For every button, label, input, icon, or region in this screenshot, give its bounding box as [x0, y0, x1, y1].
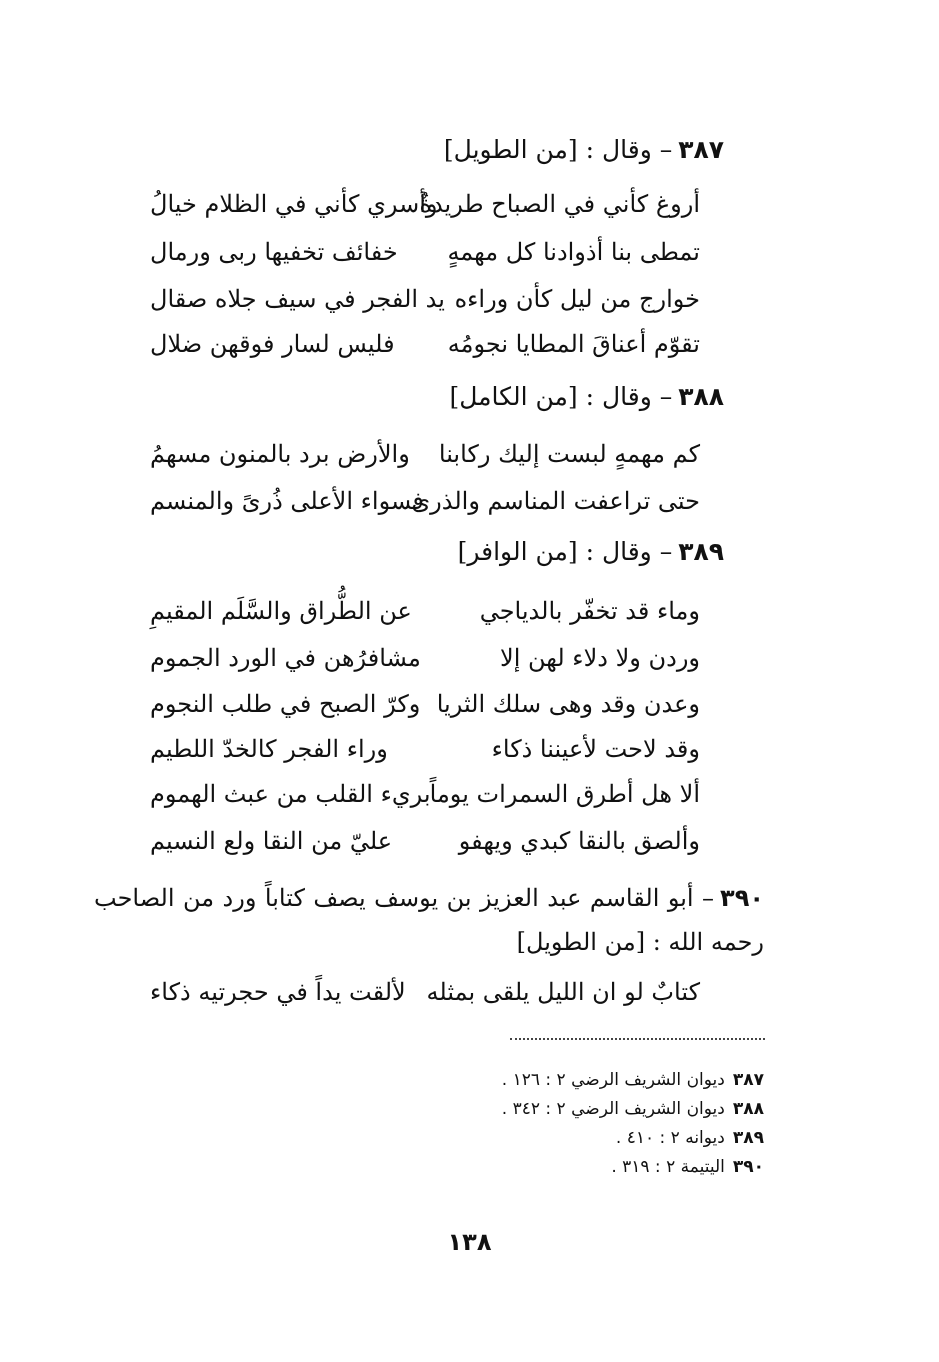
footnote-number: ٣٨٩ [732, 1128, 764, 1148]
verse-line [150, 597, 700, 637]
verse-line [150, 330, 700, 370]
footnote [611, 1157, 764, 1177]
first-hemistich: وعدن وقد وهى سلك الثريا [436, 690, 700, 718]
footnote-number: ٣٩٠ [732, 1157, 764, 1177]
footnote [616, 1128, 764, 1148]
first-hemistich: كتابٌ لو ان الليل يلقى بمثله [426, 978, 700, 1006]
first-hemistich: وماء قد تخفّر بالدياجي [479, 597, 700, 625]
second-hemistich: مشافرُهن في الورد الجموم [150, 644, 421, 672]
first-hemistich: حتى تراعفت المناسم والذرى [411, 487, 700, 515]
footnote-text: ديوانه ٢ : ٤١٠ . [615, 1128, 725, 1148]
entry-heading-text: – وقال : [من الوافر] [457, 537, 673, 566]
verse-line [150, 487, 700, 527]
second-hemistich: فليس لسار فوقهن ضلال [150, 330, 395, 358]
entry-heading [458, 537, 724, 566]
verse-line [150, 285, 700, 325]
entry-heading-text: – وقال : [من الكامل] [449, 382, 673, 411]
footnote-text: ديوان الشريف الرضي ٢ : ١٢٦ . [501, 1070, 725, 1090]
entry-number: ٣٩٠ [720, 884, 764, 912]
verse-line [150, 978, 700, 1018]
footnote-text: ديوان الشريف الرضي ٢ : ٣٤٢ . [501, 1099, 725, 1119]
footnote-number: ٣٨٧ [732, 1070, 764, 1090]
second-hemistich: عليّ من النقا ولع النسيم [150, 827, 393, 855]
footnote-separator [510, 1038, 765, 1040]
verse-line [150, 238, 700, 278]
verse-line [150, 190, 700, 230]
entry-number: ٣٨٨ [678, 382, 724, 411]
first-hemistich: ألا هل أطرق السمرات يوماً [429, 780, 700, 808]
first-hemistich: أروغ كأني في الصباح طريدةٌ [419, 190, 700, 218]
footnote-number: ٣٨٨ [732, 1099, 764, 1119]
second-hemistich: عن الطُّراق والسَّلَم المقيمِ [150, 597, 412, 625]
verse-line [150, 780, 700, 820]
second-hemistich: وراء الفجر كالخدّ اللطيم [150, 735, 388, 763]
verse-line [150, 735, 700, 775]
entry-heading-text: – أبو القاسم عبد العزيز بن يوسف يصف كتاباً ورد من الصاحب رحمه الله : [من الطويل] [94, 884, 764, 956]
footnote [502, 1099, 764, 1119]
verse-line [150, 644, 700, 684]
verse-line [150, 440, 700, 480]
entry-number: ٣٨٧ [678, 135, 724, 164]
second-hemistich: خفائف تخفيها ربى ورمال [150, 238, 398, 266]
second-hemistich: وأسري كأني في الظلام خيالُ [150, 190, 438, 218]
entry-heading-text: – وقال : [من الطويل] [443, 135, 673, 164]
second-hemistich: فسواء الأعلى ذُرىً والمنسم [150, 487, 424, 515]
footnote-text: اليتيمة ٢ : ٣١٩ . [611, 1157, 725, 1177]
first-hemistich: تقوّم أعناقَ المطايا نجومُه [447, 330, 700, 358]
entry-number: ٣٨٩ [678, 537, 724, 566]
verse-line [150, 690, 700, 730]
first-hemistich: كم مهمهٍ لبست إليك ركابنا [438, 440, 700, 468]
verse-line [150, 827, 700, 867]
second-hemistich: لألقت يداً في حجرتيه ذكاء [150, 978, 406, 1006]
entry-heading [449, 382, 724, 411]
second-hemistich: والأرض برد بالمنون مسهمُ [150, 440, 410, 468]
first-hemistich: خوارج من ليل كأن وراءه [454, 285, 700, 313]
first-hemistich: وألصق بالنقا كبدي ويهفو [458, 827, 700, 855]
second-hemistich: وكرّ الصبح في طلب النجوم [150, 690, 421, 718]
entry-heading [94, 876, 764, 964]
second-hemistich: يد الفجر في سيف جلاه صقال [150, 285, 445, 313]
first-hemistich: وردن ولا دلاء لهن إلا [500, 644, 700, 672]
first-hemistich: وقد لاحت لأعيننا ذكاء [491, 735, 700, 763]
footnote [502, 1070, 764, 1090]
first-hemistich: تمطى بنا أذوادنا كل مهمهٍ [447, 238, 700, 266]
second-hemistich: بريء القلب من عبث الهموم [150, 780, 431, 808]
entry-heading [444, 135, 724, 164]
page-number: ١٣٨ [447, 1228, 492, 1256]
